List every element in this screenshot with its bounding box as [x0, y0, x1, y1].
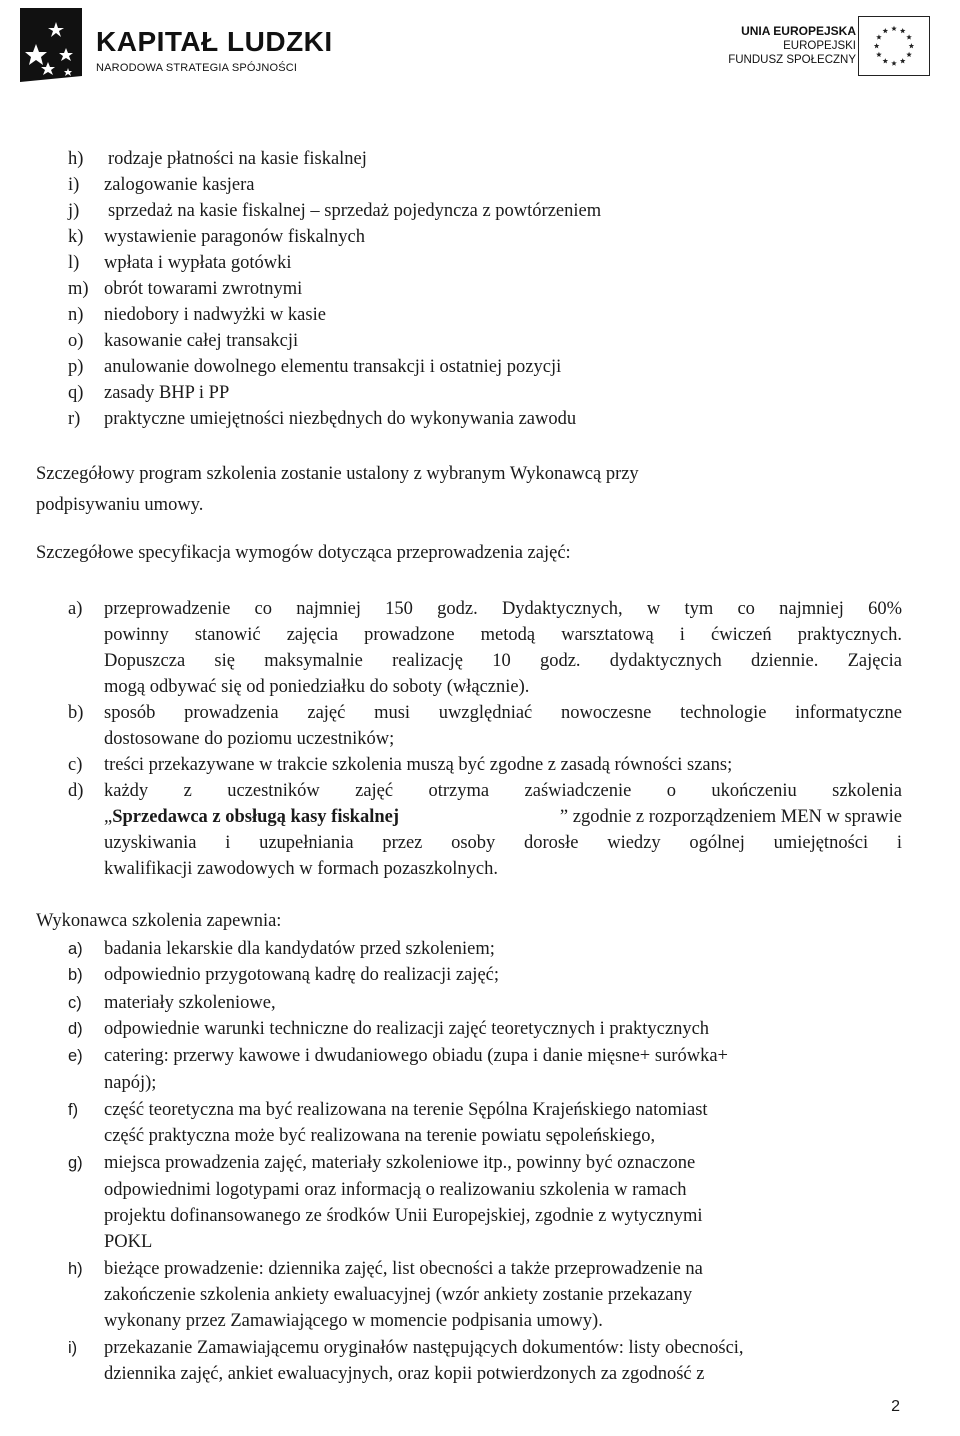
eu-star-icon	[883, 58, 889, 63]
paragraph-program-line-2: podpisywaniu umowy.	[36, 495, 204, 515]
list-item: obrót towarami zwrotnymi	[104, 279, 303, 299]
list-item-label: p)	[68, 357, 84, 377]
page-header	[0, 0, 960, 90]
list-item-label: i)	[68, 175, 80, 195]
list-item-line: odpowiednio przygotowaną kadrę do realizacji zajęć;	[104, 965, 500, 985]
list-item-line: część praktyczna może być realizowana na terenie powiatu sępoleńskiego,	[104, 1126, 656, 1146]
list-item-label: j)	[68, 201, 80, 221]
list-item-label: g)	[68, 1154, 83, 1172]
list-item-line-training-title	[104, 804, 902, 830]
list-item-label: r)	[68, 409, 81, 429]
list-item-label: e)	[68, 1047, 83, 1065]
list-item-label: c)	[68, 994, 82, 1012]
list-item-label: f)	[68, 1101, 79, 1119]
list-item: anulowanie dowolnego elementu transakcji i ostatniej pozycji	[104, 357, 562, 377]
list-item-line: wykonany przez Zamawiającego w momencie podpisania umowy).	[104, 1311, 603, 1331]
list-item-label: n)	[68, 305, 84, 325]
eu-star-icon	[883, 28, 889, 33]
page-number: 2	[891, 1398, 900, 1415]
list-item-label: h)	[68, 1260, 83, 1278]
eu-line-1: UNIA EUROPEJSKA	[741, 24, 856, 38]
list-item-label: d)	[68, 1020, 83, 1038]
eu-star-icon	[900, 58, 906, 63]
list-item-line: odpowiednie warunki techniczne do realizacji zajęć teoretycznych i praktycznych	[104, 1019, 710, 1039]
list-item-label: b)	[68, 703, 84, 723]
list-item-line: powinny stanowić zajęcia prowadzone metodą warsztatową i ćwiczeń praktycznych.	[104, 625, 902, 645]
open-quote: „	[104, 807, 113, 827]
eu-star-icon	[876, 34, 882, 39]
eu-star-icon	[909, 43, 915, 48]
eu-logo-text	[728, 24, 856, 67]
list-item-line: badania lekarskie dla kandydatów przed szkoleniem;	[104, 939, 495, 959]
list-item-line: catering: przerwy kawowe i dwudaniowego obiadu (zupa i danie mięsne+ surówka+	[104, 1046, 728, 1066]
list-item-line: treści przekazywane w trakcie szkolenia muszą być zgodne z zasadą równości szans;	[104, 755, 733, 775]
eu-star-icon	[906, 34, 912, 39]
eu-line-3: FUNDUSZ SPOŁECZNY	[728, 54, 856, 66]
list-item-line: przekazanie Zamawiającemu oryginałów następujących dokumentów: listy obecności,	[104, 1338, 744, 1358]
list-item-line: Dopuszcza się maksymalnie realizację 10 godz. dydaktycznych dziennie. Zajęcia	[104, 651, 902, 671]
paragraph-contractor-provides: Wykonawca szkolenia zapewnia:	[36, 911, 282, 931]
paragraph-specification: Szczegółowe specyfikacja wymogów dotycząca przeprowadzenia zajęć:	[36, 543, 571, 563]
list-item-line: napój);	[104, 1073, 157, 1093]
list-item-label: d)	[68, 781, 84, 801]
list-item-line: mogą odbywać się od poniedziałku do soboty (włącznie).	[104, 677, 530, 697]
list-item: zalogowanie kasjera	[104, 175, 255, 195]
list-item: sprzedaż na kasie fiskalnej – sprzedaż pojedyncza z powtórzeniem	[108, 201, 602, 221]
list-item: zasady BHP i PP	[104, 383, 230, 403]
logo-subtitle: NARODOWA STRATEGIA SPÓJNOŚCI	[96, 62, 298, 74]
list-item-line: odpowiednimi logotypami oraz informacją o realizowaniu szkolenia w ramach	[104, 1180, 687, 1200]
list-item: wpłata i wypłata gotówki	[104, 253, 292, 273]
list-item-label: l)	[68, 253, 80, 273]
list-item-label: q)	[68, 383, 84, 403]
eu-line-2: EUROPEJSKI	[783, 40, 856, 52]
eu-flag-icon	[858, 16, 930, 76]
eu-star-icon	[876, 52, 882, 57]
list-item-line: miejsca prowadzenia zajęć, materiały szkoleniowe itp., powinny być oznaczone	[104, 1153, 696, 1173]
list-item-label: a)	[68, 599, 83, 619]
list-item-label: a)	[68, 940, 83, 958]
list-item: wystawienie paragonów fiskalnych	[104, 227, 365, 247]
list-item-label: h)	[68, 149, 84, 169]
eu-star-icon	[891, 26, 897, 31]
list-item-line: sposób prowadzenia zajęć musi uwzględniać nowoczesne technologie informatyczne	[104, 703, 902, 723]
list-item: niedobory i nadwyżki w kasie	[104, 305, 326, 325]
list-item-label: b)	[68, 966, 83, 984]
list-item: praktyczne umiejętności niezbędnych do wykonywania zawodu	[104, 409, 577, 429]
training-name: Sprzedawca z obsługą kasy fiskalnej	[112, 807, 399, 827]
eu-star-icon	[906, 52, 912, 57]
training-title	[104, 804, 399, 830]
list-item-line: projektu dofinansowanego ze środków Unii Europejskiej, zgodnie z wytycznymi	[104, 1206, 703, 1226]
training-title-rest: ” zgodnie z rozporządzeniem MEN w sprawie	[559, 807, 902, 827]
kapital-ludzki-logo-icon	[16, 4, 86, 84]
list-item-line: przeprowadzenie co najmniej 150 godz. Dydaktycznych, w tym co najmniej 60%	[104, 599, 902, 619]
list-item-label: c)	[68, 755, 83, 775]
list-item-line: część teoretyczna ma być realizowana na terenie Sępólna Krajeńskiego natomiast	[104, 1100, 708, 1120]
list-item-line: POKL	[104, 1232, 153, 1252]
list-item: rodzaje płatności na kasie fiskalnej	[108, 149, 367, 169]
list-item-line: materiały szkoleniowe,	[104, 993, 276, 1013]
eu-star-icon	[891, 61, 897, 66]
list-item-line: bieżące prowadzenie: dziennika zajęć, list obecności a także przeprowadzenie na	[104, 1259, 703, 1279]
list-item-label: k)	[68, 227, 84, 247]
list-item-line: kwalifikacji zawodowych w formach pozaszkolnych.	[104, 859, 499, 879]
list-item-label: m)	[68, 279, 89, 299]
paragraph-program-line-1: Szczegółowy program szkolenia zostanie ustalony z wybranym Wykonawcą przy	[36, 464, 639, 484]
list-item-label: o)	[68, 331, 84, 351]
list-item-line: zakończenie szkolenia ankiety ewaluacyjnej (wzór ankiety zostanie przekazany	[104, 1285, 693, 1305]
eu-star-icon	[874, 43, 880, 48]
list-item-line: dostosowane do poziomu uczestników;	[104, 729, 395, 749]
list-item-label: i)	[68, 1339, 78, 1357]
eu-star-icon	[900, 28, 906, 33]
list-item-line: uzyskiwania i uzupełniania przez osoby dorosłe wiedzy ogólnej umiejętności i	[104, 833, 902, 853]
list-item: kasowanie całej transakcji	[104, 331, 299, 351]
logo-title: KAPITAŁ LUDZKI	[96, 26, 333, 57]
list-item-line: dziennika zajęć, ankiet ewaluacyjnych, oraz kopii potwierdzonych za zgodność z	[104, 1364, 705, 1384]
list-item-line: każdy z uczestników zajęć otrzyma zaświadczenie o ukończeniu szkolenia	[104, 781, 902, 801]
